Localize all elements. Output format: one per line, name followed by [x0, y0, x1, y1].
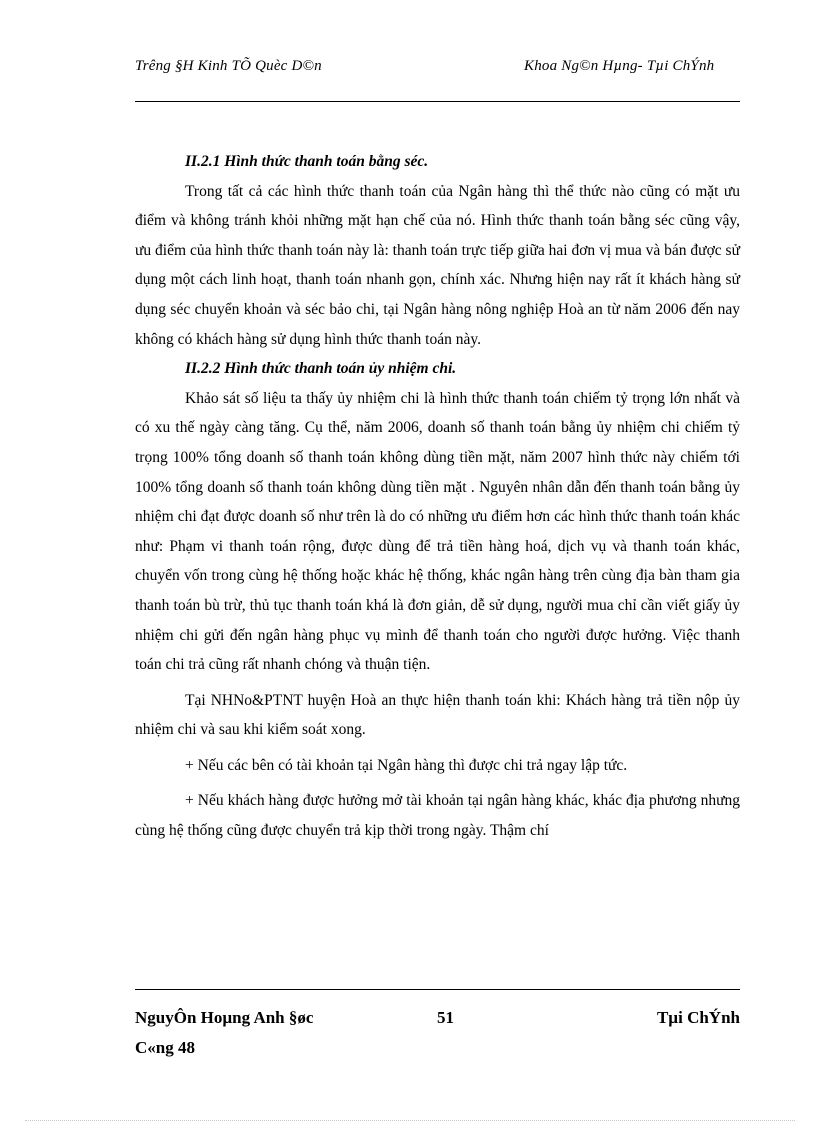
- paragraph-cheque: Trong tất cả các hình thức thanh toán của Ngân hàng thì thể thức nào cũng có mặt ưu điểm và không tránh khỏi những mặt hạn chế của nó. Hình thức thanh toán bằng séc cũng vậy, ưu điểm của hình thức thanh toán này là: thanh toán trực tiếp giữa hai đơn vị mua và bán được sử dụng một cách linh hoạt, thanh toán nhanh gọn, chính xác. Nhưng hiện nay rất ít khách hàng sử dụng séc chuyển khoản và séc bảo chi, tại Ngân hàng nông nghiệp Hoà an từ năm 2006 đến nay không có khách hàng sử dụng hình thức thanh toán này.: [135, 182, 740, 348]
- paragraph-same-bank: + Nếu các bên có tài khoản tại Ngân hàng thì được chi trả ngay lập tức.: [185, 756, 628, 774]
- section-heading-payment-order: II.2.2 Hình thức thanh toán ủy nhiệm chi.: [185, 360, 457, 378]
- header-faculty: Khoa Ng©n Hµng- Tµi ChÝnh: [524, 58, 715, 74]
- page-number: 51: [437, 1008, 454, 1027]
- paragraph-payment-order: Khảo sát số liệu ta thấy ủy nhiệm chi là hình thức thanh toán chiếm tỷ trọng lớn nhất và có xu thế ngày càng tăng. Cụ thể, năm 2006, doanh số thanh toán bằng ủy nhiệm chi chiếm tỷ trọng 100% tổng doanh số thanh toán không dùng tiền mặt, năm 2007 hình thức này chiếm tới 100% tổng doanh số thanh toán không dùng tiền mặt . Nguyên nhân dẫn đến thanh toán bằng ủy nhiệm chi đạt được doanh số như trên là do có những ưu điểm hơn các hình thức thanh toán khác như: Phạm vi thanh toán rộng, được dùng để trả tiền hàng hoá, dịch vụ và thanh toán khác, chuyển vốn trong cùng hệ thống hoặc khác hệ thống, khác ngân hàng trên cùng địa bàn tham gia thanh toán bù trừ, thủ tục thanh toán khá là đơn giản, dễ sử dụng, người mua chỉ cần viết giấy ủy nhiệm chi gửi đến ngân hàng phục vụ mình để thanh toán cho người được hưởng. Việc thanh toán chi trả cũng rất nhanh chóng và thuận tiện.: [135, 389, 740, 674]
- footer-class: C«ng 48: [135, 1038, 195, 1057]
- document-body: [135, 147, 740, 846]
- footer-author: NguyÔn Hoµng Anh §øc: [135, 1008, 314, 1027]
- footer-subject: Tµi ChÝnh: [656, 1008, 740, 1027]
- paragraph-other-bank: + Nếu khách hàng được hưởng mở tài khoản tại ngân hàng khác, khác địa phương nhưng cùng hệ thống cũng được chuyển trả kịp thời trong ngày. Thậm chí: [135, 792, 740, 840]
- header-divider: [135, 101, 740, 102]
- footer-divider: [135, 989, 740, 990]
- page-edge-divider: [25, 1120, 795, 1121]
- section-heading-cheque: II.2.1 Hình thức thanh toán bằng séc.: [185, 153, 429, 170]
- paragraph-procedure: Tại NHNo&PTNT huyện Hoà an thực hiện thanh toán khi: Khách hàng trả tiền nộp ủy nhiệm chi và sau khi kiểm soát xong.: [135, 691, 740, 739]
- header-university: Trêng §H Kinh TÕ Quèc D©n: [135, 58, 322, 74]
- footer: [135, 1003, 740, 1057]
